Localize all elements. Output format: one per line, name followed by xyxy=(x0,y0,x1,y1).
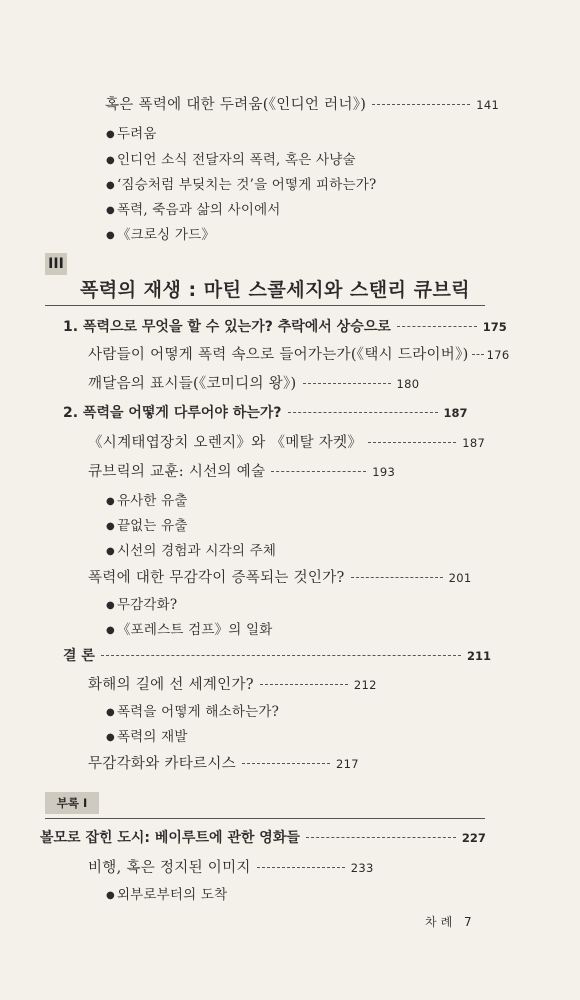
bullet-icon: ● xyxy=(106,890,115,901)
bullet-icon: ● xyxy=(106,180,115,191)
toc-entry xyxy=(88,431,485,452)
toc-entry xyxy=(88,460,395,481)
toc-chapter xyxy=(63,645,491,665)
toc-bullet xyxy=(106,122,157,142)
appendix-label-box xyxy=(45,792,99,814)
leader-dots xyxy=(257,867,345,868)
part-title: 폭력의 재생 : 마틴 스콜세지와 스탠리 큐브릭 xyxy=(80,279,471,301)
toc-bullet xyxy=(106,148,356,168)
entry-title: 혹은 폭력에 대한 두려움(《인디언 러너》) xyxy=(105,97,367,113)
leader-dots xyxy=(271,471,366,472)
bullet-text: 폭력, 죽음과 삶의 사이에서 xyxy=(116,202,281,218)
page-number: 176 xyxy=(486,348,510,362)
page-number: 212 xyxy=(353,678,377,692)
toc-entry xyxy=(88,372,419,393)
toc-entry xyxy=(88,856,374,877)
toc-bullet xyxy=(106,725,188,745)
toc-chapter xyxy=(40,827,486,847)
leader-dots xyxy=(351,577,443,578)
toc-entry xyxy=(88,752,359,773)
leader-dots xyxy=(472,354,484,355)
toc-bullet xyxy=(106,539,276,559)
bullet-icon: ● xyxy=(106,732,115,743)
toc-chapter xyxy=(63,402,468,422)
appendix-label: 부록 I xyxy=(56,796,88,810)
page-number: 227 xyxy=(461,831,486,845)
bullet-text: 두려움 xyxy=(116,126,157,142)
chapter-title: 볼모로 잡힌 도시: 베이루트에 관한 영화들 xyxy=(40,830,300,846)
page-number: 141 xyxy=(476,98,500,112)
toc-chapter xyxy=(63,316,507,336)
toc-bullet xyxy=(106,489,188,509)
chapter-title: 결 론 xyxy=(63,648,95,664)
leader-dots xyxy=(306,837,456,838)
leader-dots xyxy=(260,684,348,685)
page-number: 187 xyxy=(443,406,468,420)
toc-bullet xyxy=(106,700,279,720)
bullet-text: 《포레스트 검프》의 일화 xyxy=(116,622,273,638)
bullet-icon: ● xyxy=(106,707,115,718)
toc-entry xyxy=(88,343,509,364)
page-number: 180 xyxy=(396,377,420,391)
page-footer: 차례 7 xyxy=(425,915,476,929)
page-number: 175 xyxy=(482,320,507,334)
entry-title: 폭력에 대한 무감각이 증폭되는 것인가? xyxy=(88,570,345,586)
entry-title: 사람들이 어떻게 폭력 속으로 들어가는가(《택시 드라이버》) xyxy=(88,347,469,363)
chapter-title: 2. 폭력을 어떻게 다루어야 하는가? xyxy=(63,405,282,421)
toc-bullet xyxy=(106,198,281,218)
toc-bullet xyxy=(106,223,215,243)
toc-bullet xyxy=(106,618,273,638)
leader-dots xyxy=(368,442,456,443)
toc-entry xyxy=(88,566,471,587)
page-number: 193 xyxy=(372,465,396,479)
leader-dots xyxy=(242,763,330,764)
appendix-divider xyxy=(45,818,485,819)
page-number: 211 xyxy=(466,649,491,663)
bullet-icon: ● xyxy=(106,205,115,216)
bullet-icon: ● xyxy=(106,129,115,140)
bullet-text: 폭력을 어떻게 해소하는가? xyxy=(116,704,280,720)
bullet-text: 인디언 소식 전달자의 폭력, 혹은 사냥술 xyxy=(116,152,356,168)
bullet-icon: ● xyxy=(106,546,115,557)
entry-title: 무감각화와 카타르시스 xyxy=(88,756,236,772)
entry-title: 비행, 혹은 정지된 이미지 xyxy=(88,860,251,876)
bullet-text: 무감각화? xyxy=(116,597,178,613)
part-numeral: III xyxy=(48,256,64,272)
bullet-text: 외부로부터의 도착 xyxy=(116,887,228,903)
bullet-icon: ● xyxy=(106,600,115,611)
bullet-text: 끝없는 유출 xyxy=(116,518,188,534)
leader-dots xyxy=(101,655,461,656)
toc-bullet xyxy=(106,883,227,903)
part-divider xyxy=(45,305,485,306)
bullet-text: 유사한 유출 xyxy=(116,493,188,509)
part-number-box xyxy=(45,253,67,275)
toc-bullet xyxy=(106,173,376,193)
entry-title: 큐브릭의 교훈: 시선의 예술 xyxy=(88,464,266,480)
toc-entry xyxy=(105,93,499,114)
bullet-icon: ● xyxy=(106,625,115,636)
page-number: 233 xyxy=(350,861,374,875)
bullet-text: 《크로싱 가드》 xyxy=(116,227,216,243)
chapter-title: 1. 폭력으로 무엇을 할 수 있는가? 추락에서 상승으로 xyxy=(63,319,391,335)
bullet-icon: ● xyxy=(106,155,115,166)
bullet-text: 폭력의 재발 xyxy=(116,729,188,745)
toc-bullet xyxy=(106,514,188,534)
leader-dots xyxy=(372,104,470,105)
leader-dots xyxy=(397,326,477,327)
bullet-icon: ● xyxy=(106,230,115,241)
leader-dots xyxy=(303,383,391,384)
bullet-text: 시선의 경험과 시각의 주체 xyxy=(116,543,277,559)
leader-dots xyxy=(288,412,438,413)
entry-title: 깨달음의 표시들(《코미디의 왕》) xyxy=(88,376,297,392)
bullet-icon: ● xyxy=(106,496,115,507)
page-number: 187 xyxy=(462,436,486,450)
entry-title: 《시계태엽장치 오렌지》와 《메탈 자켓》 xyxy=(88,435,363,451)
entry-title: 화해의 길에 선 세계인가? xyxy=(88,677,254,693)
bullet-icon: ● xyxy=(106,521,115,532)
toc-bullet xyxy=(106,593,177,613)
bullet-text: ‘짐승처럼 부딪치는 것’을 어떻게 피하는가? xyxy=(116,177,377,193)
page-number: 201 xyxy=(448,571,472,585)
toc-entry xyxy=(88,673,377,694)
page-number: 217 xyxy=(335,757,359,771)
